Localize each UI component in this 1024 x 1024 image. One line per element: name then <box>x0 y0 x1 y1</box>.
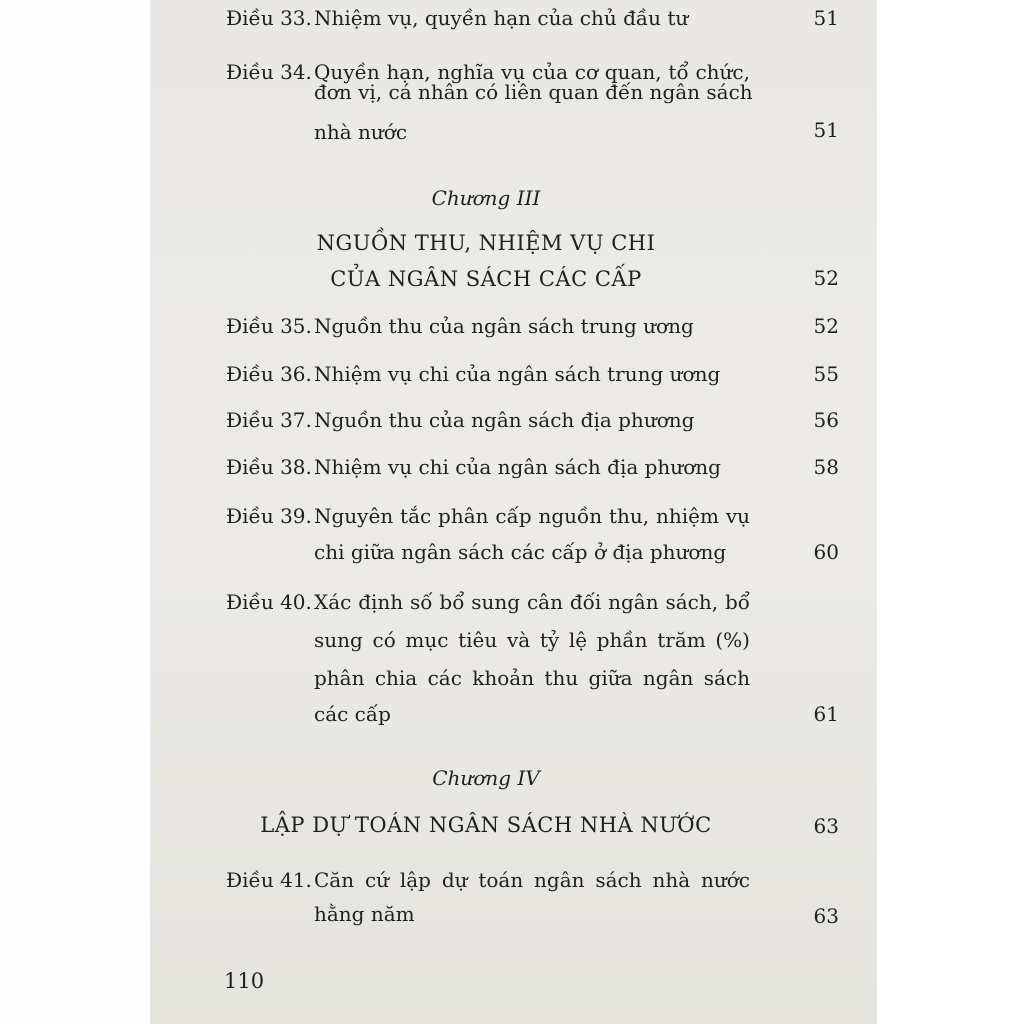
article-title: đơn vị, cá nhân có liên quan đến ngân sách <box>314 80 753 104</box>
article-title: chi giữa ngân sách các cấp ở địa phương <box>314 540 727 564</box>
article-label: Điều 37. <box>226 408 312 432</box>
article-label: Điều 39. <box>226 504 312 528</box>
page-ref: 52 <box>813 266 839 290</box>
chapter-heading: Chương III <box>431 186 541 210</box>
article-title: Quyền hạn, nghĩa vụ của cơ quan, tổ chức, <box>314 60 750 84</box>
page-ref: 60 <box>813 540 839 564</box>
chapter-title: NGUỒN THU, NHIỆM VỤ CHI <box>316 231 656 255</box>
article-title: nhà nước <box>314 120 408 144</box>
article-label: Điều 38. <box>226 455 312 479</box>
article-title: các cấp <box>314 702 391 726</box>
article-title: Nguyên tắc phân cấp nguồn thu, nhiệm vụ <box>314 504 750 528</box>
page-ref: 63 <box>813 904 839 928</box>
page-ref: 52 <box>813 314 839 338</box>
article-title: Xác định số bổ sung cân đối ngân sách, bổ <box>314 590 750 614</box>
background-left <box>0 0 150 1024</box>
article-title: Nhiệm vụ chi của ngân sách trung ương <box>314 362 721 386</box>
article-title: Nguồn thu của ngân sách địa phương <box>314 408 695 432</box>
page-ref: 55 <box>813 362 839 386</box>
article-title: Căn cứ lập dự toán ngân sách nhà nước <box>314 868 750 892</box>
page-ref: 58 <box>813 455 839 479</box>
article-label: Điều 40. <box>226 590 312 614</box>
page-ref: 51 <box>813 6 839 30</box>
article-title: hằng năm <box>314 902 415 926</box>
article-label: Điều 35. <box>226 314 312 338</box>
article-title: phân chia các khoản thu giữa ngân sách <box>314 666 750 690</box>
page-ref: 51 <box>813 118 839 142</box>
article-label: Điều 36. <box>226 362 312 386</box>
page-ref: 56 <box>813 408 839 432</box>
page-number: 110 <box>224 969 265 993</box>
article-label: Điều 41. <box>226 868 312 892</box>
article-label: Điều 34. <box>226 60 312 84</box>
chapter-heading: Chương IV <box>432 766 540 790</box>
chapter-title: LẬP DỰ TOÁN NGÂN SÁCH NHÀ NƯỚC <box>260 813 712 837</box>
article-title: sung có mục tiêu và tỷ lệ phần trăm (%) <box>314 628 750 652</box>
chapter-title: CỦA NGÂN SÁCH CÁC CẤP <box>330 267 642 291</box>
article-title: Nhiệm vụ, quyền hạn của chủ đầu tư <box>314 6 689 30</box>
article-label: Điều 33. <box>226 6 312 30</box>
article-title: Nguồn thu của ngân sách trung ương <box>314 314 694 338</box>
article-title: Nhiệm vụ chi của ngân sách địa phương <box>314 455 721 479</box>
page-ref: 61 <box>813 702 839 726</box>
page-ref: 63 <box>813 814 839 838</box>
